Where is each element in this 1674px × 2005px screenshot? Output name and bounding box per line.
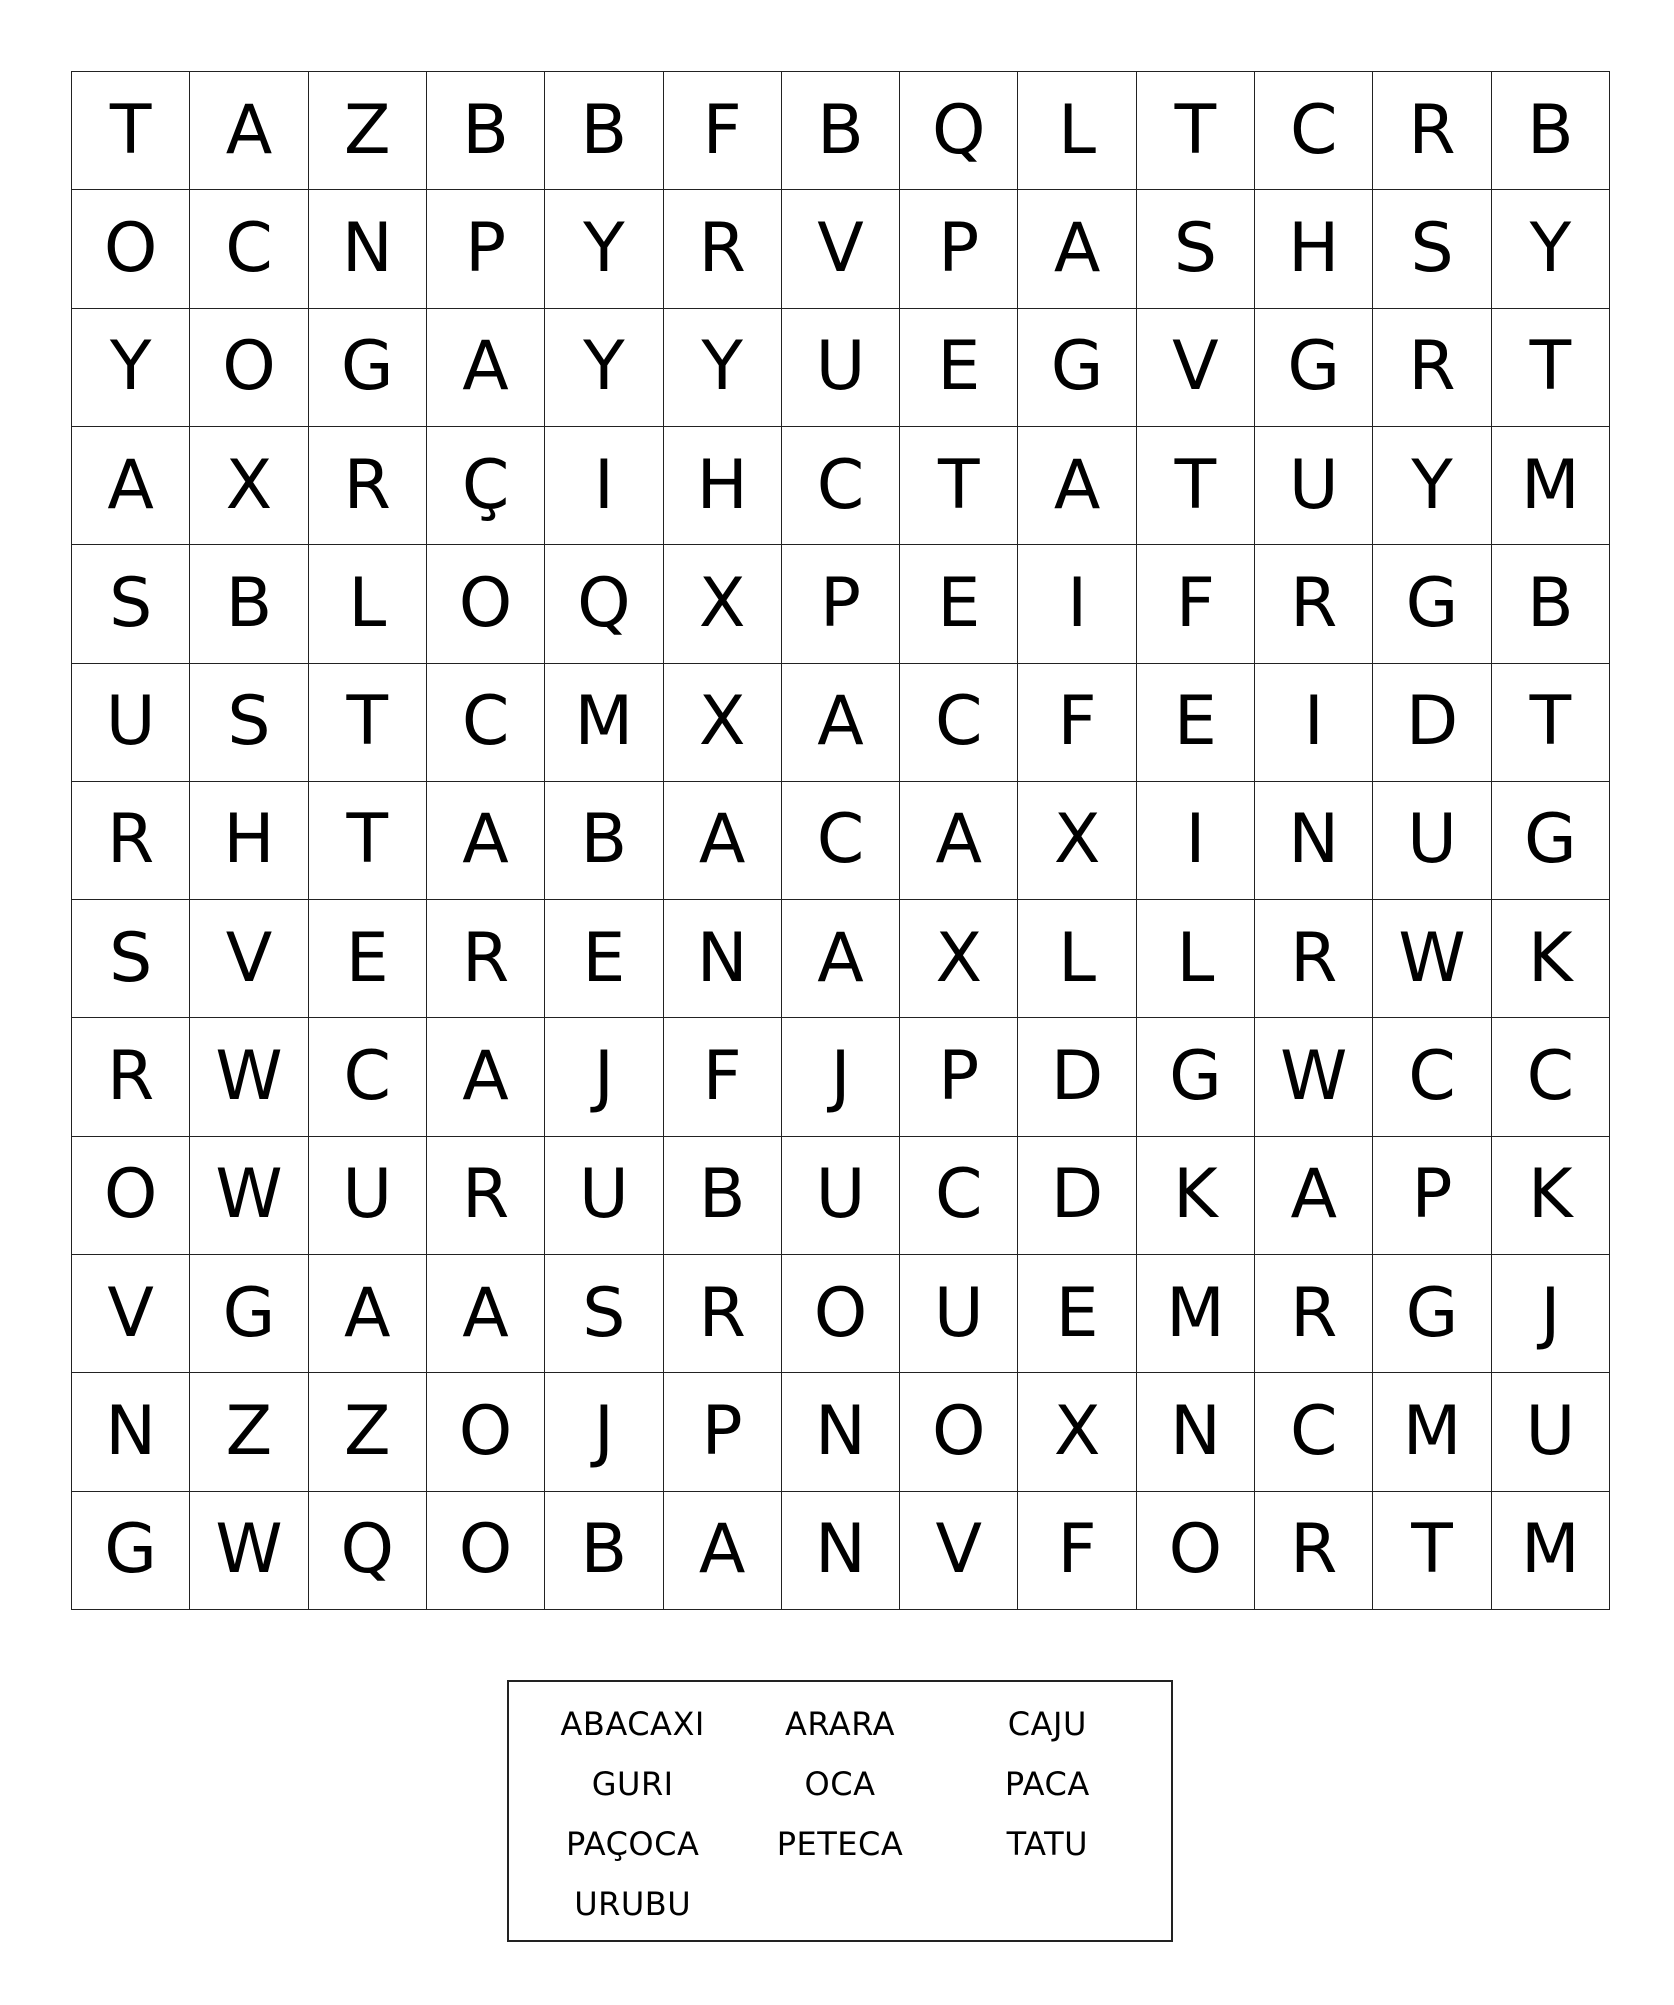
grid-cell[interactable]: C xyxy=(782,782,900,900)
grid-cell[interactable]: K xyxy=(1492,900,1610,1018)
grid-cell[interactable]: S xyxy=(72,545,190,663)
grid-cell[interactable]: G xyxy=(190,1255,308,1373)
grid-cell[interactable]: W xyxy=(190,1492,308,1610)
grid-cell[interactable]: A xyxy=(190,72,308,190)
grid-cell[interactable]: O xyxy=(72,1137,190,1255)
grid-cell[interactable]: A xyxy=(1018,190,1136,308)
grid-cell[interactable]: E xyxy=(900,545,1018,663)
grid-cell[interactable]: C xyxy=(900,664,1018,782)
word-list-item: PACA xyxy=(1004,1765,1090,1803)
grid-cell[interactable]: B xyxy=(1492,545,1610,663)
word-list-item: PETECA xyxy=(776,1825,904,1863)
grid-cell[interactable]: T xyxy=(72,72,190,190)
grid-cell[interactable]: J xyxy=(782,1018,900,1136)
grid-cell[interactable]: F xyxy=(1018,1492,1136,1610)
grid-cell[interactable]: N xyxy=(72,1373,190,1491)
grid-cell[interactable]: U xyxy=(1492,1373,1610,1491)
grid-cell[interactable]: C xyxy=(782,427,900,545)
grid-cell[interactable]: Z xyxy=(309,1373,427,1491)
grid-cell[interactable]: Y xyxy=(1373,427,1491,545)
grid-cell[interactable]: I xyxy=(1137,782,1255,900)
grid-cell[interactable]: V xyxy=(1137,309,1255,427)
grid-cell[interactable]: R xyxy=(427,900,545,1018)
grid-cell[interactable]: S xyxy=(190,664,308,782)
grid-cell[interactable]: P xyxy=(664,1373,782,1491)
grid-cell[interactable]: V xyxy=(900,1492,1018,1610)
grid-cell[interactable]: T xyxy=(1492,309,1610,427)
grid-cell[interactable]: V xyxy=(782,190,900,308)
grid-cell[interactable]: Y xyxy=(72,309,190,427)
grid-cell[interactable]: Y xyxy=(664,309,782,427)
grid-cell[interactable]: X xyxy=(190,427,308,545)
grid-cell[interactable]: J xyxy=(545,1018,663,1136)
grid-cell[interactable]: Y xyxy=(545,190,663,308)
grid-cell[interactable]: B xyxy=(190,545,308,663)
grid-cell[interactable]: T xyxy=(309,664,427,782)
grid-cell[interactable]: C xyxy=(900,1137,1018,1255)
grid-cell[interactable]: A xyxy=(309,1255,427,1373)
word-list-item: GURI xyxy=(591,1765,674,1803)
grid-cell[interactable]: T xyxy=(900,427,1018,545)
grid-cell[interactable]: A xyxy=(1255,1137,1373,1255)
grid-cell[interactable]: E xyxy=(1018,1255,1136,1373)
grid-cell[interactable]: H xyxy=(664,427,782,545)
grid-cell[interactable]: X xyxy=(1018,1373,1136,1491)
grid-cell[interactable]: C xyxy=(190,190,308,308)
grid-cell[interactable]: Y xyxy=(545,309,663,427)
grid-cell[interactable]: F xyxy=(664,1018,782,1136)
grid-cell[interactable]: K xyxy=(1137,1137,1255,1255)
grid-cell[interactable]: E xyxy=(900,309,1018,427)
grid-cell[interactable]: L xyxy=(1137,900,1255,1018)
grid-cell[interactable]: T xyxy=(1137,427,1255,545)
grid-cell[interactable]: R xyxy=(72,1018,190,1136)
word-list-item: OCA xyxy=(804,1765,876,1803)
grid-cell[interactable]: A xyxy=(900,782,1018,900)
grid-cell[interactable]: Q xyxy=(309,1492,427,1610)
grid-cell[interactable]: O xyxy=(900,1373,1018,1491)
grid-cell[interactable]: Ç xyxy=(427,427,545,545)
grid-cell[interactable]: X xyxy=(664,664,782,782)
grid-cell[interactable]: R xyxy=(1255,545,1373,663)
grid-cell[interactable]: J xyxy=(1492,1255,1610,1373)
grid-cell[interactable]: R xyxy=(664,1255,782,1373)
grid-cell[interactable]: H xyxy=(1255,190,1373,308)
grid-cell[interactable]: W xyxy=(1255,1018,1373,1136)
grid-cell[interactable]: N xyxy=(1137,1373,1255,1491)
grid-cell[interactable]: D xyxy=(1018,1137,1136,1255)
grid-cell[interactable]: U xyxy=(782,309,900,427)
grid-cell[interactable]: S xyxy=(545,1255,663,1373)
grid-cell[interactable]: L xyxy=(1018,900,1136,1018)
grid-cell[interactable]: I xyxy=(1018,545,1136,663)
grid-cell[interactable]: M xyxy=(1373,1373,1491,1491)
grid-cell[interactable]: V xyxy=(190,900,308,1018)
grid-cell[interactable]: C xyxy=(1255,72,1373,190)
grid-cell[interactable]: B xyxy=(427,72,545,190)
grid-cell[interactable]: R xyxy=(309,427,427,545)
grid-cell[interactable]: O xyxy=(190,309,308,427)
grid-cell[interactable]: R xyxy=(1373,309,1491,427)
grid-cell[interactable]: L xyxy=(1018,72,1136,190)
grid-cell[interactable]: O xyxy=(427,1373,545,1491)
grid-cell[interactable]: N xyxy=(664,900,782,1018)
grid-cell[interactable]: O xyxy=(782,1255,900,1373)
word-list xyxy=(507,1680,1173,1942)
grid-cell[interactable]: M xyxy=(1492,1492,1610,1610)
grid-cell[interactable]: Q xyxy=(900,72,1018,190)
grid-cell[interactable]: U xyxy=(900,1255,1018,1373)
grid-cell[interactable]: D xyxy=(1373,664,1491,782)
grid-cell[interactable]: B xyxy=(664,1137,782,1255)
grid-cell[interactable]: P xyxy=(782,545,900,663)
grid-cell[interactable]: W xyxy=(1373,900,1491,1018)
grid-cell[interactable]: G xyxy=(72,1492,190,1610)
grid-cell[interactable]: W xyxy=(190,1018,308,1136)
grid-cell[interactable]: C xyxy=(1373,1018,1491,1136)
grid-cell[interactable]: N xyxy=(782,1373,900,1491)
grid-cell[interactable]: Z xyxy=(190,1373,308,1491)
grid-cell[interactable]: X xyxy=(900,900,1018,1018)
word-list-item: CAJU xyxy=(1007,1705,1087,1743)
grid-cell[interactable]: A xyxy=(664,1492,782,1610)
grid-cell[interactable]: B xyxy=(545,1492,663,1610)
grid-cell[interactable]: A xyxy=(72,427,190,545)
grid-cell[interactable]: Z xyxy=(309,72,427,190)
grid-cell[interactable]: R xyxy=(1255,1255,1373,1373)
grid-cell[interactable]: E xyxy=(1137,664,1255,782)
grid-cell[interactable]: O xyxy=(72,190,190,308)
grid-cell[interactable]: S xyxy=(1137,190,1255,308)
grid-cell[interactable]: M xyxy=(1137,1255,1255,1373)
grid-cell[interactable]: P xyxy=(427,190,545,308)
grid-cell[interactable]: M xyxy=(1492,427,1610,545)
grid-cell[interactable]: P xyxy=(1373,1137,1491,1255)
grid-cell[interactable]: A xyxy=(664,782,782,900)
grid-cell[interactable]: P xyxy=(900,190,1018,308)
grid-cell[interactable]: U xyxy=(72,664,190,782)
grid-cell[interactable]: R xyxy=(1255,1492,1373,1610)
grid-cell[interactable]: C xyxy=(1492,1018,1610,1136)
grid-cell[interactable]: B xyxy=(545,782,663,900)
grid-cell[interactable]: A xyxy=(1018,427,1136,545)
word-list-item: ABACAXI xyxy=(560,1705,705,1743)
grid-cell[interactable]: X xyxy=(1018,782,1136,900)
grid-cell[interactable]: A xyxy=(427,782,545,900)
grid-cell[interactable]: R xyxy=(1373,72,1491,190)
grid-cell[interactable]: E xyxy=(545,900,663,1018)
grid-cell[interactable]: G xyxy=(1373,545,1491,663)
grid-cell[interactable]: B xyxy=(1492,72,1610,190)
grid-cell[interactable]: I xyxy=(545,427,663,545)
grid-cell[interactable]: O xyxy=(1137,1492,1255,1610)
grid-cell[interactable]: A xyxy=(782,900,900,1018)
grid-cell[interactable]: N xyxy=(309,190,427,308)
grid-cell[interactable]: F xyxy=(664,72,782,190)
word-list-item: URUBU xyxy=(574,1885,692,1923)
grid-cell[interactable]: O xyxy=(427,545,545,663)
grid-cell[interactable]: U xyxy=(1255,427,1373,545)
grid-cell[interactable]: G xyxy=(1255,309,1373,427)
grid-cell[interactable]: L xyxy=(309,545,427,663)
grid-cell[interactable]: D xyxy=(1018,1018,1136,1136)
grid-cell[interactable]: S xyxy=(72,900,190,1018)
grid-cell[interactable]: B xyxy=(782,72,900,190)
grid-cell[interactable]: O xyxy=(427,1492,545,1610)
word-list-item: TATU xyxy=(1006,1825,1089,1863)
grid-cell[interactable]: X xyxy=(664,545,782,663)
grid-cell[interactable]: G xyxy=(1018,309,1136,427)
grid-cell[interactable]: U xyxy=(545,1137,663,1255)
grid-cell[interactable]: F xyxy=(1137,545,1255,663)
grid-cell[interactable]: A xyxy=(427,309,545,427)
grid-cell[interactable]: G xyxy=(309,309,427,427)
grid-cell[interactable]: C xyxy=(309,1018,427,1136)
grid-cell[interactable]: C xyxy=(427,664,545,782)
grid-cell[interactable]: A xyxy=(427,1018,545,1136)
grid-cell[interactable]: A xyxy=(427,1255,545,1373)
grid-cell[interactable]: J xyxy=(545,1373,663,1491)
grid-cell[interactable]: K xyxy=(1492,1137,1610,1255)
grid-cell[interactable]: V xyxy=(72,1255,190,1373)
grid-cell[interactable]: U xyxy=(1373,782,1491,900)
grid-cell[interactable]: U xyxy=(309,1137,427,1255)
grid-cell[interactable]: R xyxy=(664,190,782,308)
grid-cell[interactable]: E xyxy=(309,900,427,1018)
grid-cell[interactable]: W xyxy=(190,1137,308,1255)
word-list-item: ARARA xyxy=(784,1705,896,1743)
word-list-item: PAÇOCA xyxy=(565,1825,700,1863)
grid-cell[interactable]: T xyxy=(1373,1492,1491,1610)
grid-cell[interactable]: C xyxy=(1255,1373,1373,1491)
letter-grid xyxy=(71,71,1610,1610)
grid-cell[interactable]: N xyxy=(782,1492,900,1610)
grid-cell[interactable]: U xyxy=(782,1137,900,1255)
grid-cell[interactable]: P xyxy=(900,1018,1018,1136)
grid-cell[interactable]: R xyxy=(427,1137,545,1255)
grid-cell[interactable]: S xyxy=(1373,190,1491,308)
grid-cell[interactable]: R xyxy=(72,782,190,900)
grid-cell[interactable]: T xyxy=(309,782,427,900)
grid-cell[interactable]: T xyxy=(1492,664,1610,782)
grid-cell[interactable]: R xyxy=(1255,900,1373,1018)
grid-cell[interactable]: Y xyxy=(1492,190,1610,308)
grid-cell[interactable]: Q xyxy=(545,545,663,663)
grid-cell[interactable]: B xyxy=(545,72,663,190)
grid-cell[interactable]: M xyxy=(545,664,663,782)
grid-cell[interactable]: H xyxy=(190,782,308,900)
grid-cell[interactable]: A xyxy=(782,664,900,782)
grid-cell[interactable]: I xyxy=(1255,664,1373,782)
grid-cell[interactable]: F xyxy=(1018,664,1136,782)
grid-cell[interactable]: G xyxy=(1373,1255,1491,1373)
grid-cell[interactable]: N xyxy=(1255,782,1373,900)
grid-cell[interactable]: G xyxy=(1492,782,1610,900)
grid-cell[interactable]: T xyxy=(1137,72,1255,190)
grid-cell[interactable]: G xyxy=(1137,1018,1255,1136)
